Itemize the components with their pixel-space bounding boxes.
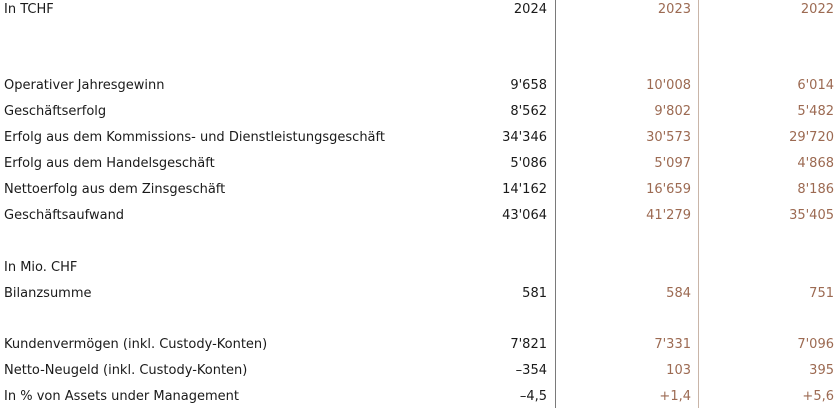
value-2024: 43'064 xyxy=(502,208,547,223)
header-row xyxy=(0,0,838,20)
value-2023: 30'573 xyxy=(646,130,691,145)
table-row-geschaeftserfolg xyxy=(0,102,838,122)
value-2023: 103 xyxy=(666,363,691,378)
value-2023: 7'331 xyxy=(654,337,691,352)
table-row-geschaeftsaufwand xyxy=(0,206,838,226)
value-2022: 7'096 xyxy=(797,337,834,352)
row-label: Erfolg aus dem Handelsgeschäft xyxy=(4,156,215,171)
row-label: Erfolg aus dem Kommissions- und Dienstleistungsgeschäft xyxy=(4,130,385,145)
row-label: Geschäftsaufwand xyxy=(4,208,125,223)
unit-label-tchf: In TCHF xyxy=(4,2,54,17)
value-2024: 581 xyxy=(522,286,547,301)
value-2022: 4'868 xyxy=(797,156,834,171)
row-label: Kundenvermögen (inkl. Custody-Konten) xyxy=(4,337,268,352)
row-label: Netto-Neugeld (inkl. Custody-Konten) xyxy=(4,363,248,378)
table-row-kundenvermoegen xyxy=(0,335,838,355)
section-header-mio-chf xyxy=(0,258,838,278)
value-2023: 584 xyxy=(666,286,691,301)
value-2022: +5,6 xyxy=(802,389,834,404)
row-label: Geschäftserfolg xyxy=(4,104,107,119)
value-2024: 8'562 xyxy=(510,104,547,119)
value-2022: 29'720 xyxy=(789,130,834,145)
row-label: In % von Assets under Management xyxy=(4,389,239,404)
value-2023: 41'279 xyxy=(646,208,691,223)
table-row-netto-neugeld xyxy=(0,361,838,381)
value-2022: 8'186 xyxy=(797,182,834,197)
value-2022: 6'014 xyxy=(797,78,834,93)
table-row-prozent-aum xyxy=(0,387,838,407)
table-row-zinsgeschaeft xyxy=(0,180,838,200)
table-row-bilanzsumme xyxy=(0,284,838,304)
table-row-operativer-jahresgewinn xyxy=(0,76,838,96)
table-row-handelsgeschaeft xyxy=(0,154,838,174)
value-2023: 16'659 xyxy=(646,182,691,197)
year-header-2023: 2023 xyxy=(657,2,691,17)
value-2022: 395 xyxy=(809,363,834,378)
value-2022: 751 xyxy=(809,286,834,301)
value-2024: –354 xyxy=(515,363,547,378)
row-label: Bilanzsumme xyxy=(4,286,92,301)
row-label: Nettoerfolg aus dem Zinsgeschäft xyxy=(4,182,226,197)
value-2024: 9'658 xyxy=(510,78,547,93)
value-2023: +1,4 xyxy=(659,389,691,404)
unit-label-mio-chf: In Mio. CHF xyxy=(4,260,78,275)
year-header-2024: 2024 xyxy=(513,2,547,17)
value-2024: 14'162 xyxy=(502,182,547,197)
row-label: Operativer Jahresgewinn xyxy=(4,78,165,93)
value-2024: –4,5 xyxy=(519,389,547,404)
value-2024: 34'346 xyxy=(502,130,547,145)
value-2023: 9'802 xyxy=(654,104,691,119)
value-2023: 5'097 xyxy=(654,156,691,171)
table-row-kommissionsgeschaeft xyxy=(0,128,838,148)
value-2023: 10'008 xyxy=(646,78,691,93)
value-2024: 7'821 xyxy=(510,337,547,352)
value-2022: 5'482 xyxy=(797,104,834,119)
value-2022: 35'405 xyxy=(789,208,834,223)
value-2024: 5'086 xyxy=(510,156,547,171)
year-header-2022: 2022 xyxy=(800,2,834,17)
